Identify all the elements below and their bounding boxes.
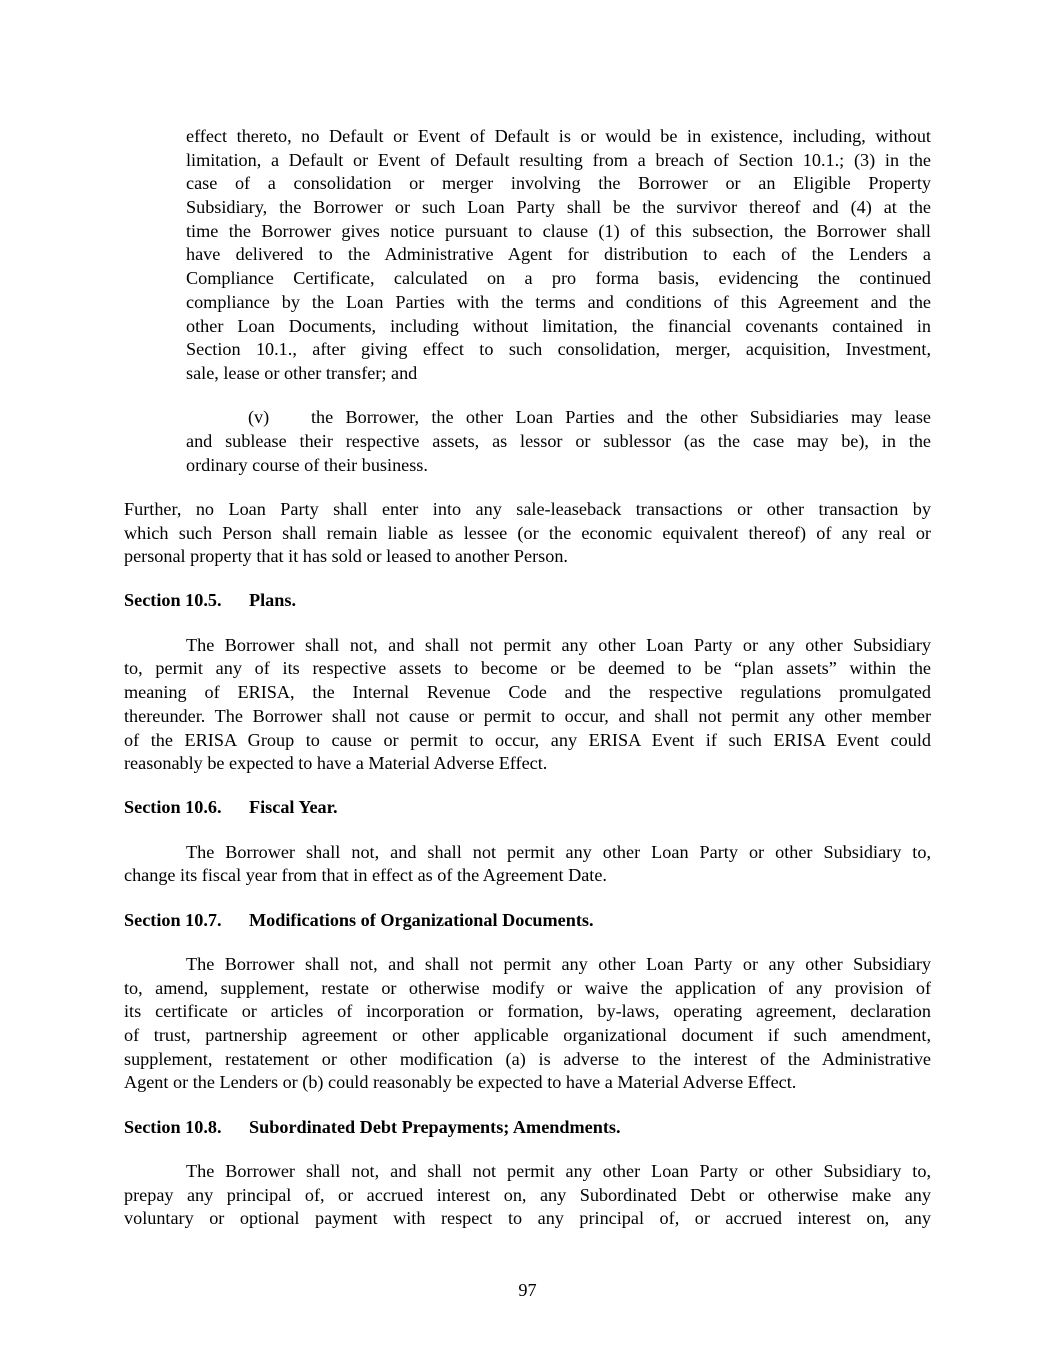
paragraph [124, 953, 931, 1095]
text-line: of trust, partnership agreement or other applicable organizational document if such amendment, [124, 1025, 931, 1046]
text-line [186, 406, 931, 430]
text-line: The Borrower shall not, and shall not permit any other Loan Party or other Subsidiary to, [186, 841, 931, 862]
text-line: change its fiscal year from that in effect as of the Agreement Date. [124, 865, 607, 886]
section-number: Section 10.6. [124, 797, 222, 818]
text-line: prepay any principal of, or accrued interest on, any Subordinated Debt or otherwise make any [124, 1184, 931, 1205]
text-line: its certificate or articles of incorporation or formation, by-laws, operating agreement, declaration [124, 1001, 931, 1022]
clause-label: (v) [248, 407, 270, 428]
text-line: of the ERISA Group to cause or permit to occur, any ERISA Event if such ERISA Event could [124, 729, 931, 750]
text-line: The Borrower shall not, and shall not permit any other Loan Party or any other Subsidiary [186, 634, 931, 655]
paragraph [124, 498, 931, 569]
page-number: 97 [518, 1280, 537, 1300]
text-line: The Borrower shall not, and shall not permit any other Loan Party or any other Subsidiary [186, 954, 931, 974]
section-number: Section 10.5. [124, 590, 222, 611]
text-line: thereunder. The Borrower shall not cause or permit to occur, and shall not permit any other member [124, 705, 931, 726]
section-title: Modifications of Organizational Documents. [249, 909, 594, 930]
section-number: Section 10.8. [124, 1116, 222, 1137]
text-line: Section 10.1., after giving effect to such consolidation, merger, acquisition, Investment, [186, 339, 931, 360]
clause-text: the Borrower, the other Loan Parties and the other Subsidiaries may lease [311, 407, 931, 428]
text-line: supplement, restatement or other modification (a) is adverse to the interest of the Administrative [124, 1048, 931, 1069]
paragraph [186, 406, 931, 477]
section-title: Plans. [249, 590, 296, 611]
text-line: time the Borrower gives notice pursuant to clause (1) of this subsection, the Borrower shall [186, 220, 931, 241]
text-line: and sublease their respective assets, as lessor or sublessor (as the case may be), in the [186, 430, 931, 451]
section-heading [124, 1116, 931, 1140]
text-line: Agent or the Lenders or (b) could reasonably be expected to have a Material Adverse Effect. [124, 1072, 797, 1093]
paragraph [124, 1160, 931, 1231]
text-line: compliance by the Loan Parties with the terms and conditions of this Agreement and the [186, 291, 931, 312]
text-line: sale, lease or other transfer; and [186, 362, 418, 383]
text-line: meaning of ERISA, the Internal Revenue Code and the respective regulations promulgated [124, 682, 931, 703]
paragraph [124, 841, 931, 888]
section-number: Section 10.7. [124, 909, 222, 930]
section-title: Subordinated Debt Prepayments; Amendments. [249, 1116, 621, 1137]
section-heading [124, 909, 931, 933]
text-line: to, amend, supplement, restate or otherwise modify or waive the application of any provision of [124, 977, 931, 998]
text-line: Compliance Certificate, calculated on a pro forma basis, evidencing the continued [186, 268, 931, 289]
text-line: to, permit any of its respective assets to become or be deemed to be “plan assets” within the [124, 658, 931, 679]
section-heading [124, 589, 931, 613]
text-line: reasonably be expected to have a Material Adverse Effect. [124, 753, 548, 774]
text-line: Subsidiary, the Borrower or such Loan Party shall be the survivor thereof and (4) at the [186, 197, 931, 218]
paragraph [124, 634, 931, 776]
text-line: other Loan Documents, including without limitation, the financial covenants contained in [186, 315, 931, 336]
text-line: personal property that it has sold or leased to another Person. [124, 546, 568, 567]
text-line: case of a consolidation or merger involving the Borrower or an Eligible Property [186, 173, 931, 194]
paragraph [186, 125, 931, 386]
text-line: limitation, a Default or Event of Default resulting from a breach of Section 10.1.; (3) in the [186, 149, 931, 170]
text-line: effect thereto, no Default or Event of Default is or would be in existence, including, without [186, 126, 931, 146]
section-title: Fiscal Year. [249, 797, 338, 818]
text-line: The Borrower shall not, and shall not permit any other Loan Party or other Subsidiary to, [186, 1161, 931, 1181]
text-line: which such Person shall remain liable as lessee (or the economic equivalent thereof) of any real or [124, 522, 931, 543]
text-line: have delivered to the Administrative Agent for distribution to each of the Lenders a [186, 244, 931, 265]
document-body [124, 125, 931, 1252]
section-heading [124, 796, 931, 820]
text-line: voluntary or optional payment with respect to any principal of, or accrued interest on, any [124, 1208, 931, 1229]
text-line: Further, no Loan Party shall enter into any sale-leaseback transactions or other transaction by [124, 498, 931, 519]
text-line: ordinary course of their business. [186, 454, 428, 475]
